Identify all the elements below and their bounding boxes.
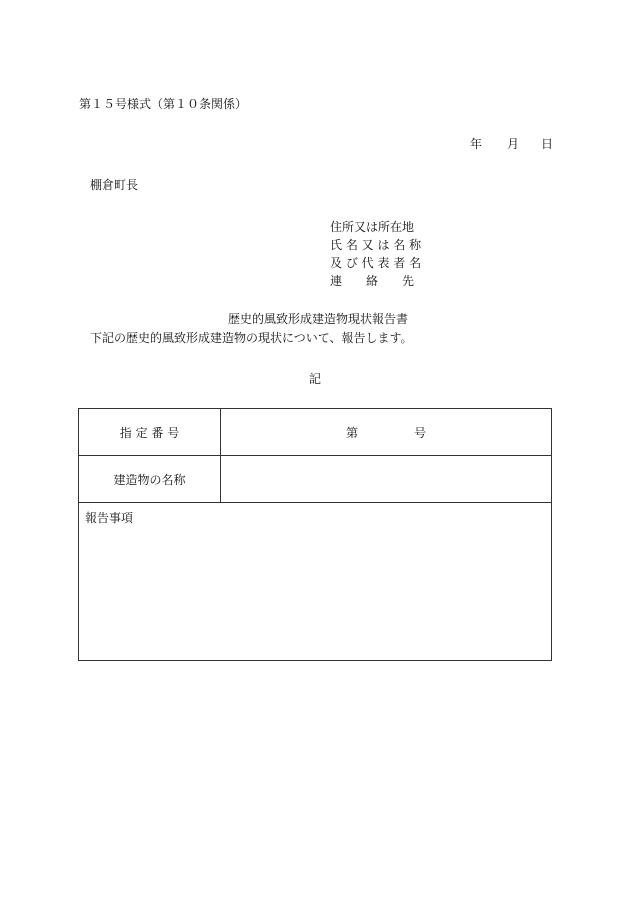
- ki-heading: 記: [309, 372, 322, 386]
- document-title: 歴史的風致形成建造物現状報告書: [228, 312, 409, 326]
- applicant-contact-label: 連 絡 先: [330, 274, 415, 288]
- building-name-label: 建造物の名称: [79, 456, 221, 503]
- date-month-label: 月: [507, 137, 520, 151]
- date-day-label: 日: [541, 137, 554, 151]
- applicant-name-label: 氏 名 又 は 名 称: [330, 238, 422, 252]
- designation-suffix: 号: [414, 425, 427, 440]
- designation-number-field[interactable]: [221, 409, 552, 456]
- addressee: 棚倉町長: [90, 178, 139, 192]
- designation-prefix: 第: [345, 425, 358, 440]
- date-year-label: 年: [470, 137, 483, 151]
- applicant-block: [330, 220, 421, 292]
- building-name-field[interactable]: [221, 456, 552, 503]
- report-table: [78, 408, 552, 661]
- table-row-report-matters: [79, 503, 552, 661]
- form-number: 第１５号様式（第１０条関係）: [79, 97, 248, 111]
- table-row-building-name: [79, 456, 552, 503]
- table-row-designation: [79, 409, 552, 456]
- report-matters-field[interactable]: [79, 503, 552, 661]
- designation-number-label: 指 定 番 号: [79, 409, 221, 456]
- applicant-address-label: 住所又は所在地: [330, 220, 415, 234]
- report-matters-label: 報告事項: [85, 511, 134, 526]
- intro-text: 下記の歴史的風致形成建造物の現状について、報告します。: [90, 331, 413, 345]
- applicant-representative-label: 及 び 代 表 者 名: [330, 256, 422, 270]
